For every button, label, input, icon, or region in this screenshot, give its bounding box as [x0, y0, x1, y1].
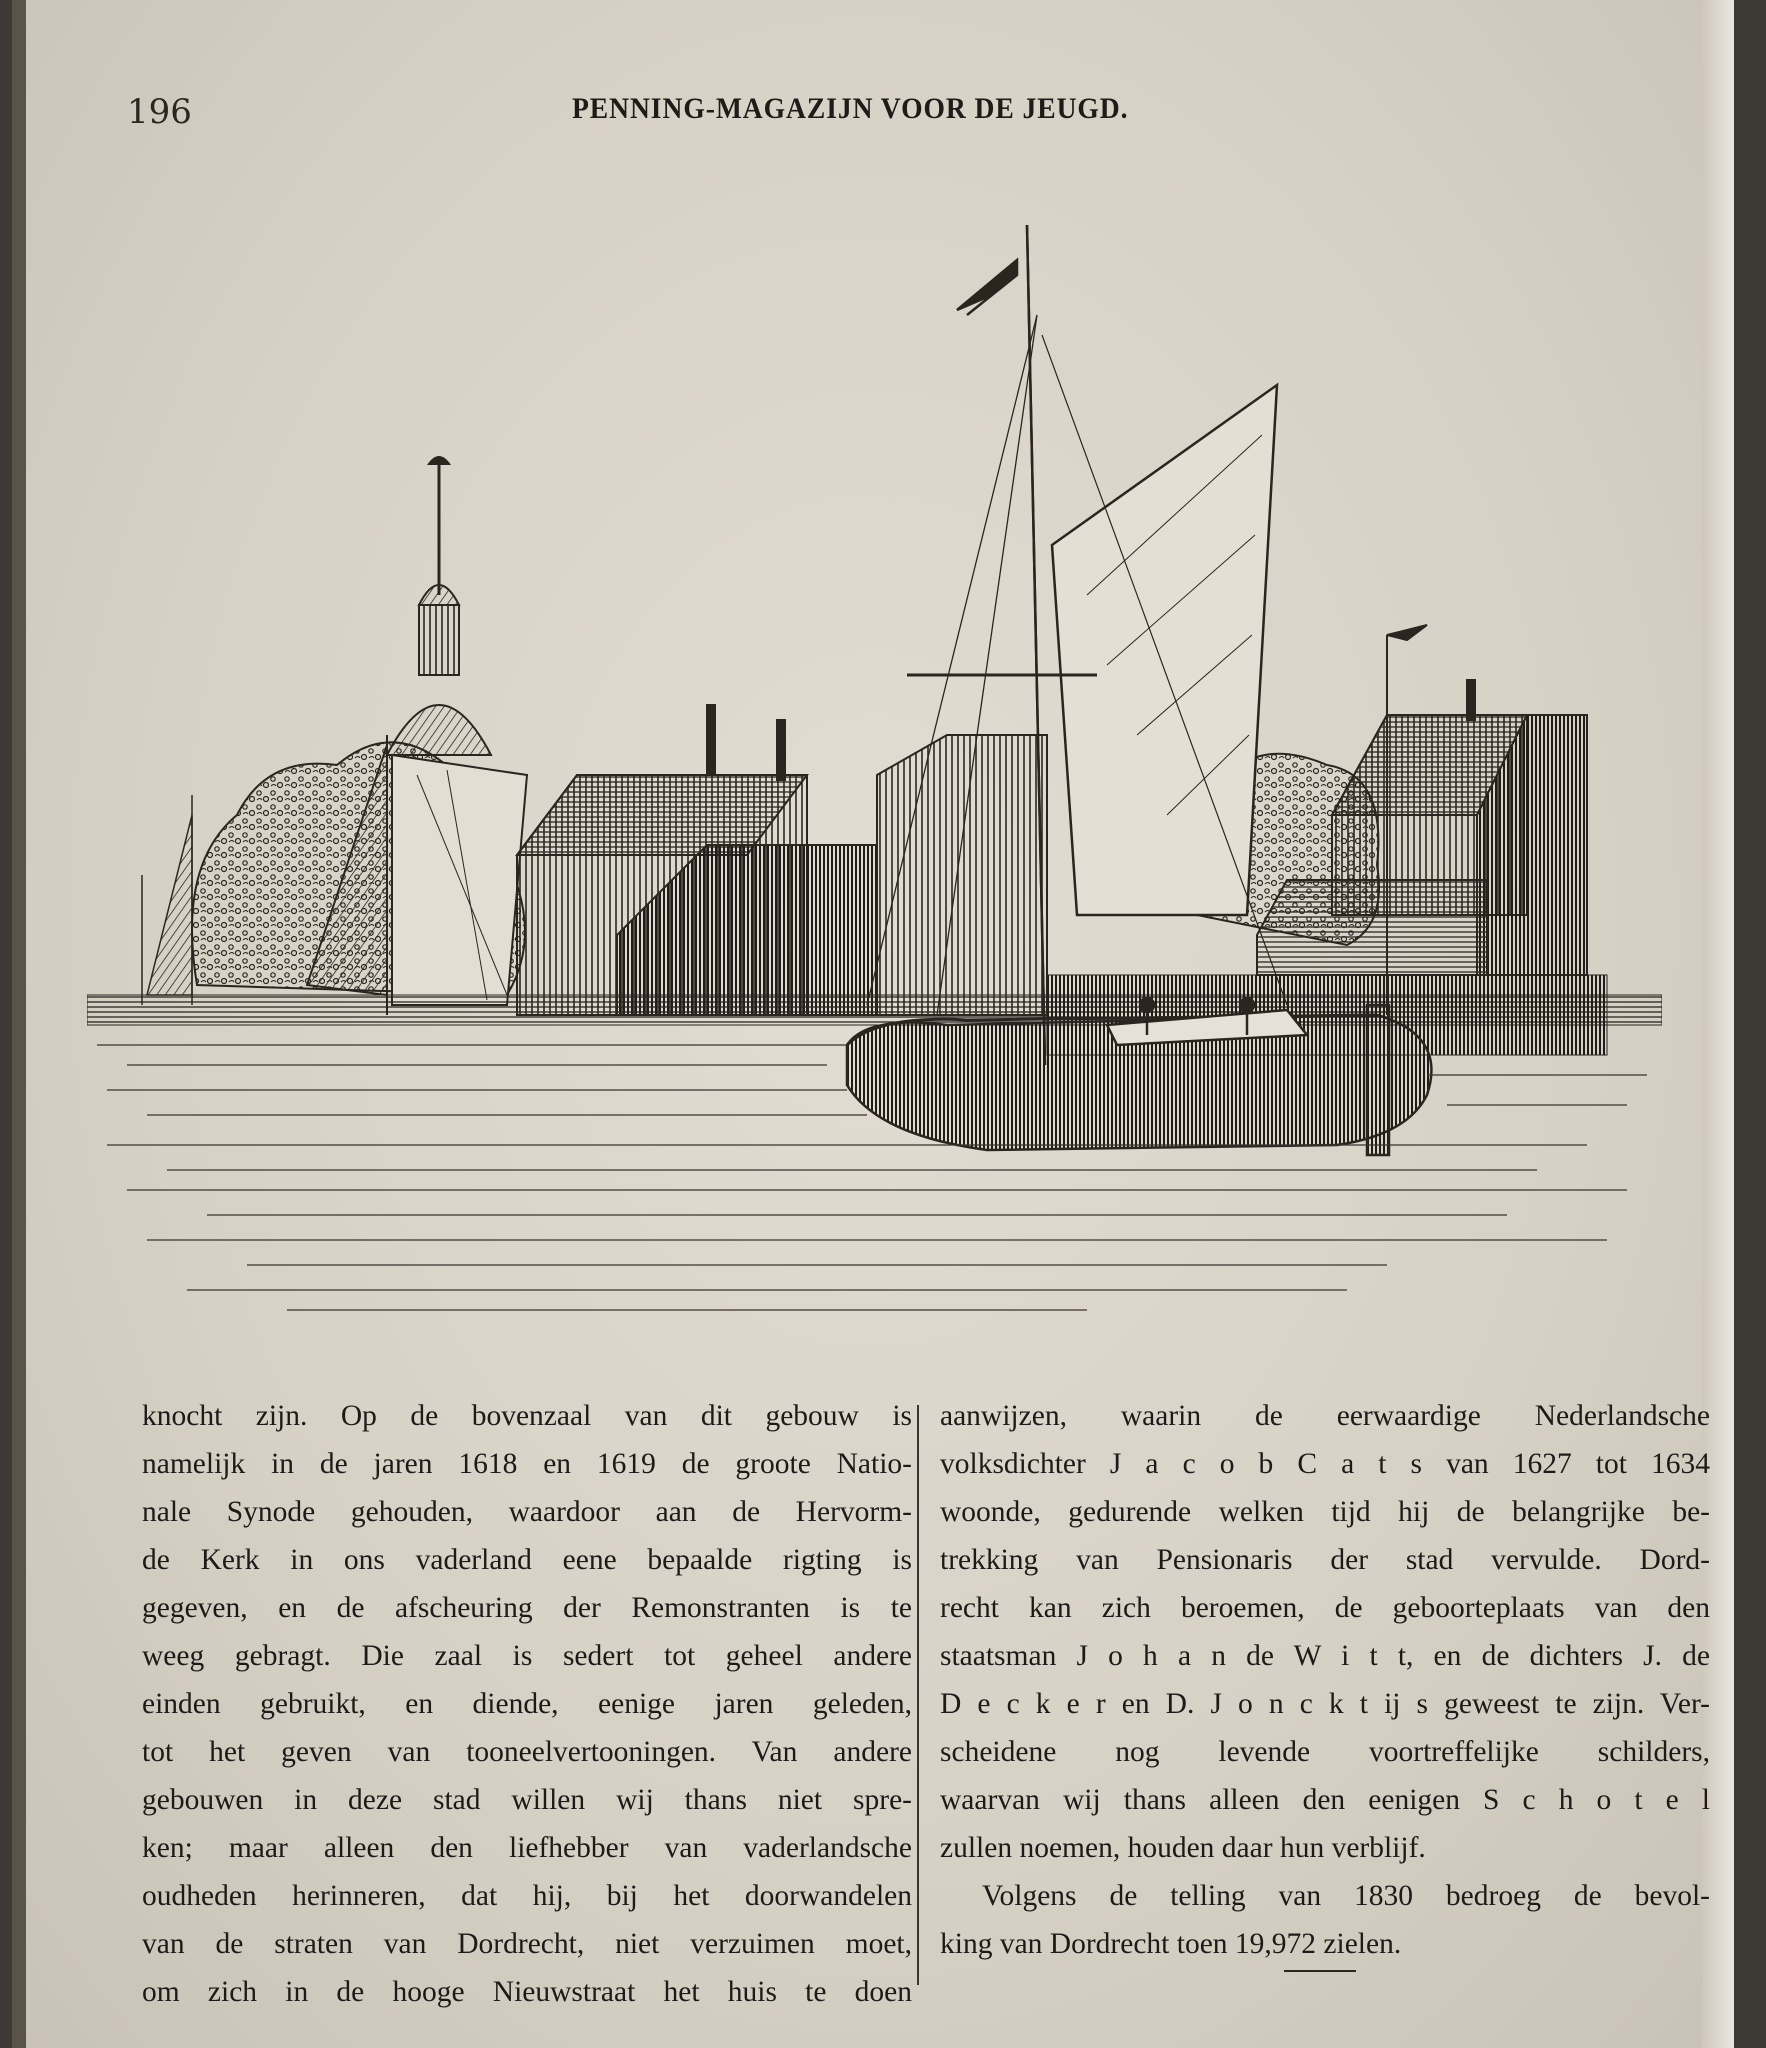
- text-line: weeg gebragt. Die zaal is sedert tot geheel andere: [142, 1640, 912, 1672]
- running-title: PENNING-MAGAZIJN VOOR DE JEUGD.: [572, 92, 1129, 125]
- text-line: scheidene nog levende voortreffelijke schilders,: [940, 1736, 1710, 1768]
- text-line: staatsman J o h a n de W i t t, en de dichters J. de: [940, 1640, 1710, 1672]
- text-line: namelijk in de jaren 1618 en 1619 de groote Natio-: [142, 1448, 912, 1480]
- distant-sailboats: [142, 795, 192, 1005]
- text-line: gegeven, en de afscheuring der Remonstranten is te: [142, 1592, 912, 1624]
- page-number: 196: [127, 92, 192, 132]
- book-page: [12, 0, 1734, 2048]
- text-line: zullen noemen, houden daar hun verblijf.: [940, 1832, 1426, 1864]
- text-line: aanwijzen, waarin de eerwaardige Nederlandsche: [940, 1400, 1710, 1432]
- text-line: D e c k e r en D. J o n c k t ij s geweest te zijn. Ver-: [940, 1688, 1710, 1720]
- warehouses-middle: [517, 705, 1047, 1015]
- text-line: oudheden herinneren, dat hij, bij het doorwandelen: [142, 1880, 912, 1912]
- text-line: ken; maar alleen den liefhebber van vaderlandsche: [142, 1832, 912, 1864]
- text-line: Volgens de telling van 1830 bedroeg de bevol-: [982, 1880, 1710, 1912]
- text-line: einden gebruikt, en diende, eenige jaren geleden,: [142, 1688, 912, 1720]
- text-line: volksdichter J a c o b C a t s van 1627 tot 1634: [940, 1448, 1710, 1480]
- column-divider: [917, 1405, 919, 1985]
- page-binding-edge: [12, 0, 26, 2048]
- text-column-right: [940, 1392, 1710, 1968]
- text-line: tot het geven van tooneelvertooningen. Van andere: [142, 1736, 912, 1768]
- text-column-left: [142, 1392, 912, 2016]
- harbour-engraving: [87, 215, 1662, 1330]
- end-rule: [1284, 1970, 1356, 1972]
- text-line: king van Dordrecht toen 19,972 zielen.: [940, 1928, 1402, 1960]
- text-line: trekking van Pensionaris der stad vervulde. Dord-: [940, 1544, 1710, 1576]
- text-line: waarvan wij thans alleen den eenigen S c h o t e l: [940, 1784, 1710, 1816]
- text-line: de Kerk in ons vaderland eene bepaalde rigting is: [142, 1544, 912, 1576]
- text-line: woonde, gedurende welken tijd hij de belangrijke be-: [940, 1496, 1710, 1528]
- text-line: recht kan zich beroemen, de geboorteplaats van den: [940, 1592, 1710, 1624]
- page-header: [12, 92, 1734, 142]
- text-line: om zich in de hooge Nieuwstraat het huis te doen: [142, 1976, 912, 2008]
- text-line: gebouwen in deze stad willen wij thans niet spre-: [142, 1784, 912, 1816]
- text-line: nale Synode gehouden, waardoor aan de Hervorm-: [142, 1496, 912, 1528]
- text-line: van de straten van Dordrecht, niet verzuimen moet,: [142, 1928, 912, 1960]
- text-line: knocht zijn. Op de bovenzaal van dit gebouw is: [142, 1400, 912, 1432]
- church-tower: [387, 456, 491, 755]
